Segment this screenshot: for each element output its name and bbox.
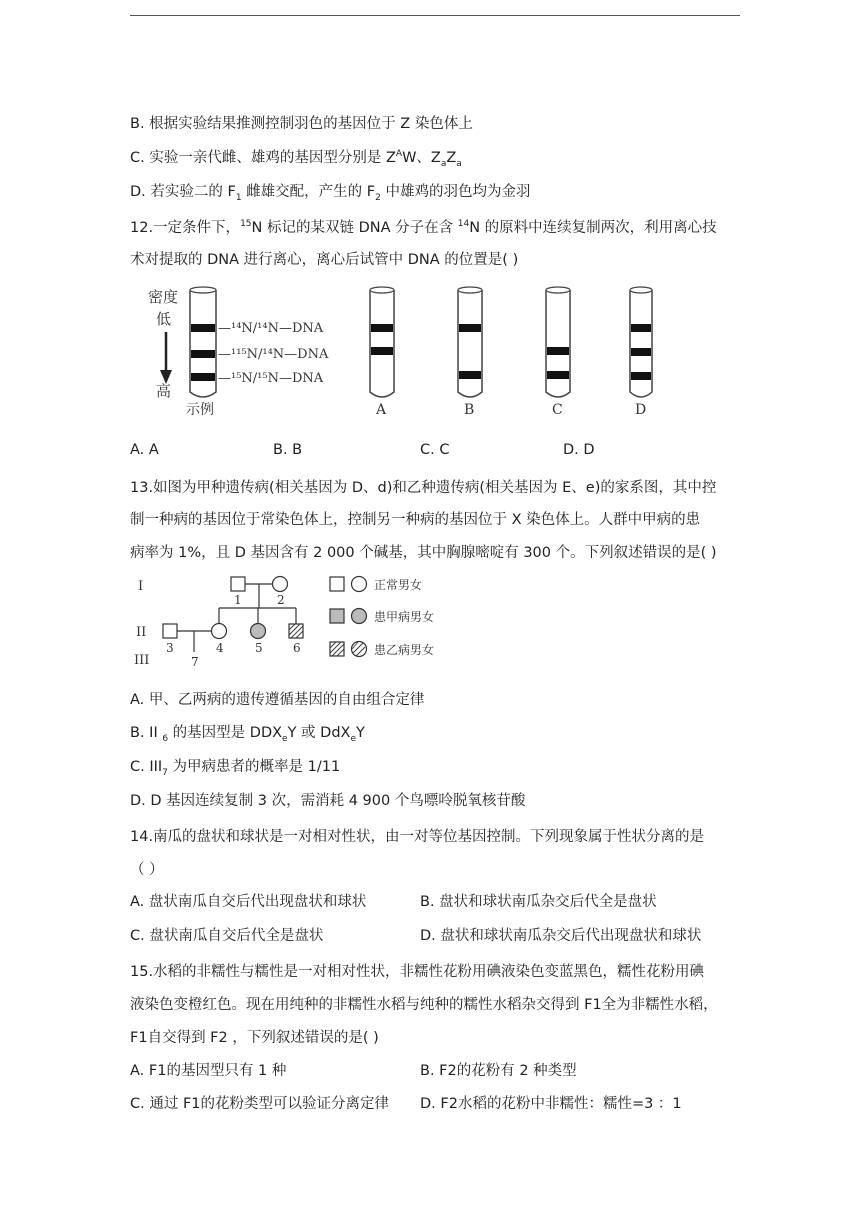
tube-d-label: D (635, 402, 647, 418)
num-4: 4 (216, 641, 224, 655)
individual-ii5 (251, 624, 266, 639)
q12-stem-line1: 12.一定条件下，$^{15}$N 标记的某双链 DNA 分子在含 $^{14}$N 的原料中连续复制两次，利用离心技 (130, 219, 717, 236)
q11-option-c: C. 实验一亲代雌、雄鸡的基因型分别是 $Z^AW$、$Z_aZ_a$ (130, 149, 462, 169)
legend-b-label: 患乙病男女 (374, 643, 435, 657)
tube-c-label: C (552, 402, 563, 418)
individual-i1 (231, 577, 245, 591)
num-7: 7 (191, 655, 199, 669)
q14-option-c: C. 盘状南瓜自交后代全是盘状 (130, 928, 324, 944)
q15-option-b: B. F2的花粉有 2 种类型 (420, 1063, 577, 1079)
q15-option-d: D. F2水稻的花粉中非糯性：糯性=3 ：1 (420, 1096, 682, 1112)
q11-option-b: B. 根据实验结果推测控制羽色的基因位于 Z 染色体上 (130, 116, 473, 132)
q12-option-b: B. B (273, 442, 303, 458)
dna-centrifuge-figure (140, 284, 670, 424)
num-6: 6 (293, 641, 301, 655)
q14-option-b: B. 盘状和球状南瓜杂交后代全是盘状 (420, 894, 657, 910)
q13-option-d: D. D 基因连续复制 3 次，需消耗 4 900 个鸟嘌呤脱氧核苷酸 (130, 793, 526, 809)
legend-normal-label: 正常男女 (374, 578, 423, 592)
q15-option-c: C. 通过 F1的花粉类型可以验证分离定律 (130, 1096, 390, 1112)
q14-option-a: A. 盘状南瓜自交后代出现盘状和球状 (130, 894, 367, 910)
q14-stem-line1: 14.南瓜的盘状和球状是一对相对性状，由一对等位基因控制。下列现象属于性状分离的是 (130, 829, 705, 845)
q11-option-d: D. 若实验二的 $F_1$ 雌雄交配，产生的 $F_2$ 中雄鸡的羽色均为金羽 (130, 184, 531, 203)
band-label-15-14: —¹¹⁵N/¹⁴N—DNA (218, 347, 329, 362)
tube-b-label: B (464, 402, 475, 418)
legend-a-male (330, 609, 344, 623)
q12-option-d: D. D (563, 442, 595, 458)
num-5: 5 (255, 641, 263, 655)
example-label: 示例 (186, 402, 214, 418)
tube-b (458, 287, 482, 397)
individual-ii3 (163, 624, 177, 638)
q13-stem-line1: 13.如图为甲种遗传病(相关基因为 D、d)和乙种遗传病(相关基因为 E、e)的家系图，其中控 (130, 480, 717, 496)
header-rule (130, 15, 740, 16)
q13-option-c: C. $III_7$ 为甲病患者的概率是 1/11 (130, 759, 341, 778)
num-1: 1 (234, 593, 242, 607)
num-2: 2 (277, 593, 285, 607)
tube-c (546, 287, 570, 397)
generation-iii-label: III (134, 653, 150, 668)
legend-a-label: 患甲病男女 (374, 610, 435, 624)
q12-option-c: C. C (420, 442, 450, 458)
band-label-14-14: —¹⁴N/¹⁴N—DNA (218, 321, 324, 336)
q13-option-a: A. 甲、乙两病的遗传遵循基因的自由组合定律 (130, 692, 425, 708)
legend-b-female (352, 642, 367, 657)
legend-normal-male (330, 577, 344, 591)
q13-stem-line2: 制一种病的基因位于常染色体上，控制另一种病的基因位于 X 染色体上。人群中甲病的患 (130, 512, 701, 528)
q12-stem-line2: 术对提取的 DNA 进行离心，离心后试管中 DNA 的位置是( ) (130, 252, 519, 268)
q13-option-b: B. II $_6$ 的基因型是 $DDX_eY$ 或 DdX$_e$Y (130, 725, 365, 744)
density-low-label: 低 (156, 310, 172, 328)
tube-a-label: A (376, 402, 387, 418)
legend-normal-female (352, 577, 367, 592)
num-3: 3 (166, 641, 174, 655)
q15-stem-line3: F1自交得到 F2 ，下列叙述错误的是( ) (130, 1030, 379, 1046)
individual-ii6 (289, 624, 303, 638)
q15-stem-line1: 15.水稻的非糯性与糯性是一对相对性状，非糯性花粉用碘液染色变蓝黑色，糯性花粉用碘 (130, 964, 705, 980)
generation-i-label: I (138, 579, 144, 594)
band-label-15-15: —¹⁵N/¹⁵N—DNA (218, 371, 324, 386)
legend-b-male (330, 642, 344, 656)
legend-a-female (352, 609, 367, 624)
pedigree-figure (130, 572, 460, 670)
individual-ii4 (212, 624, 227, 639)
q14-stem-line2: （ ） (130, 862, 164, 878)
q15-option-a: A. F1的基因型只有 1 种 (130, 1063, 287, 1079)
tube-d (630, 287, 652, 397)
q14-option-d: D. 盘状和球状南瓜杂交后代出现盘状和球状 (420, 928, 702, 944)
tube-a (370, 287, 394, 397)
density-high-label: 高 (156, 382, 172, 400)
individual-i2 (273, 577, 288, 592)
q15-stem-line2: 液染色变橙红色。现在用纯种的非糯性水稻与纯种的糯性水稻杂交得到 F1全为非糯性水稻， (130, 997, 718, 1013)
q12-option-a: A. A (130, 442, 159, 458)
example-tube (190, 287, 216, 397)
generation-ii-label: II (136, 625, 147, 640)
density-label: 密度 (148, 288, 179, 306)
q13-stem-line3: 病率为 1%，且 D 基因含有 2 000 个碱基，其中胸腺嘧啶有 300 个。下列叙述错误的是( ) (130, 545, 717, 561)
